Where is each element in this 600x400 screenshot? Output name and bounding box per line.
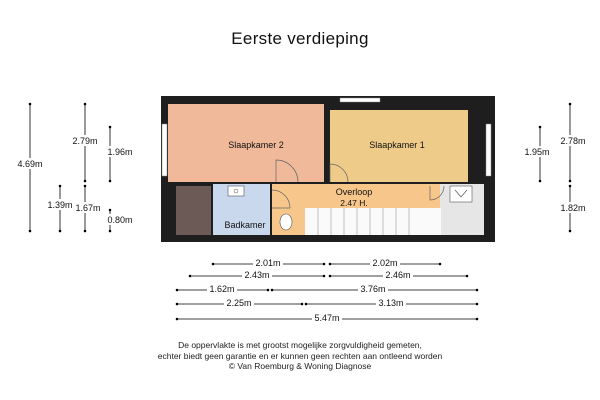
dim-label-right-b: 1.95m: [524, 147, 550, 157]
room-label-overloop: Overloop: [335, 187, 373, 197]
room-label-overloop-height: 2.47 H.: [340, 198, 368, 208]
window-left: [162, 124, 167, 176]
stair-area: [305, 208, 441, 235]
dim-label-left-a: 2.79m: [72, 136, 98, 146]
dim-label-left-b: 1.96m: [107, 147, 133, 157]
dim-label-row4-left: 2.25m: [226, 298, 252, 308]
dim-label-row2-right: 2.46m: [385, 270, 411, 280]
dim-label-row3-right: 3.76m: [360, 284, 386, 294]
dim-label-right-c: 1.82m: [560, 203, 586, 213]
room-label-badkamer: Badkamer: [224, 220, 266, 230]
dim-label-row1-left: 2.01m: [255, 258, 281, 268]
floor-title: Eerste verdieping: [231, 29, 369, 48]
dim-label-row2-left: 2.43m: [244, 270, 270, 280]
disclaimer: [0, 340, 600, 372]
window-right: [486, 124, 491, 176]
dim-label-left-total: 4.69m: [17, 159, 43, 169]
room-label-slaapkamer-2: Slaapkamer 2: [228, 140, 284, 150]
dim-label-left-c: 1.39m: [47, 200, 73, 210]
washing-machine-icon: [450, 186, 472, 202]
toilet-icon: [280, 214, 292, 230]
sink-icon: [228, 186, 244, 196]
window-top: [340, 98, 380, 102]
storage-closet: [176, 186, 211, 235]
dim-label-right-a: 2.78m: [560, 136, 586, 146]
dim-label-row5: 5.47m: [314, 313, 340, 323]
dim-label-left-e: 0.80m: [107, 215, 133, 225]
room-label-slaapkamer-1: Slaapkamer 1: [369, 140, 425, 150]
dim-label-left-d: 1.67m: [75, 203, 101, 213]
disclaimer-line-2: echter biedt geen garantie en er kunnen geen rechten aan ontleend worden: [157, 350, 443, 361]
dim-label-row1-right: 2.02m: [372, 258, 398, 268]
disclaimer-line-1: De oppervlakte is met grootst mogelijke zorgvuldigheid gemeten,: [178, 340, 422, 350]
disclaimer-line-3: © Van Roemburg & Woning Diagnose: [228, 361, 372, 371]
dim-label-row4-right: 3.13m: [378, 298, 404, 308]
dim-label-row3-left: 1.62m: [209, 284, 235, 294]
